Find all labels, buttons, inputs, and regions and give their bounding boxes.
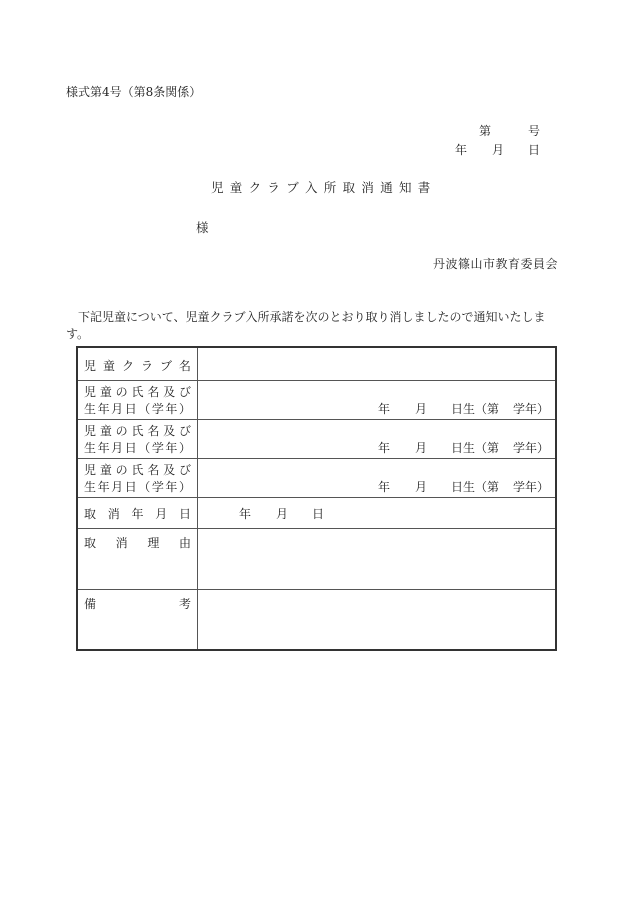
label-char: 年 <box>97 479 110 494</box>
birth-date-fields <box>378 478 549 495</box>
table-row-remarks <box>77 589 556 650</box>
birth-month: 月 <box>414 479 427 494</box>
birth-day: 日生（第 <box>450 401 499 416</box>
cancellation-form-table <box>76 346 557 651</box>
value-cancel-reason[interactable] <box>198 528 557 589</box>
label-char: 月 <box>111 440 124 455</box>
label-child-name-birth <box>77 380 198 419</box>
cancel-year: 年 <box>239 506 252 521</box>
label-club-name <box>77 347 198 380</box>
label-char: 生 <box>84 479 97 494</box>
cancel-month: 月 <box>276 506 289 521</box>
table-row-child-3 <box>77 458 556 497</box>
label-char: 取 <box>84 535 97 550</box>
label-child-name-birth <box>77 419 198 458</box>
table-row-cancel-reason <box>77 528 556 589</box>
label-char: 学 <box>151 479 164 494</box>
birth-day: 日生（第 <box>450 440 499 455</box>
label-char: 年 <box>97 440 110 455</box>
label-char: び <box>178 384 191 399</box>
label-char: ） <box>178 479 191 494</box>
label-char: （ <box>138 440 151 455</box>
label-char: 由 <box>178 535 191 550</box>
label-char: 児 <box>84 384 97 399</box>
table-row-child-1 <box>77 380 556 419</box>
form-number: 様式第4号（第8条関係） <box>66 85 202 99</box>
label-char: 学 <box>151 440 164 455</box>
doc-number-prefix: 第 <box>479 124 492 138</box>
grade: 学年） <box>512 479 549 494</box>
label-char: 年 <box>165 479 178 494</box>
label-char: ラ <box>140 359 153 373</box>
cancel-day: 日 <box>312 506 325 521</box>
issuer-name: 丹波篠山市教育委員会 <box>433 257 559 271</box>
date-month: 月 <box>492 143 505 157</box>
value-remarks[interactable] <box>198 589 557 650</box>
label-char: 児 <box>84 462 97 477</box>
label-char: 名 <box>178 359 191 373</box>
value-child-3[interactable] <box>198 458 557 497</box>
label-char: ク <box>121 359 134 373</box>
label-char: 消 <box>107 506 120 521</box>
label-char: ） <box>178 401 191 416</box>
label-char: 名 <box>147 423 160 438</box>
value-cancel-date[interactable] <box>198 497 557 528</box>
birth-date-fields <box>378 439 549 456</box>
label-char: び <box>178 423 191 438</box>
label-char: 氏 <box>131 423 144 438</box>
label-char: 生 <box>84 401 97 416</box>
addressee-suffix: 様 <box>196 220 209 235</box>
doc-number-suffix: 号 <box>528 124 541 138</box>
birth-month: 月 <box>414 401 427 416</box>
value-child-1[interactable] <box>198 380 557 419</box>
label-char: ブ <box>159 359 172 373</box>
table-row-child-2 <box>77 419 556 458</box>
birth-day: 日生（第 <box>450 479 499 494</box>
birth-year: 年 <box>377 401 390 416</box>
label-char: 名 <box>147 462 160 477</box>
label-char: 童 <box>99 423 112 438</box>
label-char: 児 <box>84 423 97 438</box>
birth-month: 月 <box>414 440 427 455</box>
grade: 学年） <box>512 401 549 416</box>
label-char: び <box>178 462 191 477</box>
label-char: 及 <box>163 384 176 399</box>
label-cancel-date <box>77 497 198 528</box>
label-char: 消 <box>115 535 128 550</box>
cancel-date-fields <box>239 505 324 522</box>
label-char: 年 <box>165 440 178 455</box>
label-remarks <box>77 589 198 650</box>
label-char: 児 <box>84 359 97 373</box>
label-char: 生 <box>84 440 97 455</box>
label-char: 取 <box>84 506 97 521</box>
date-year: 年 <box>455 143 468 157</box>
label-char: 年 <box>131 506 144 521</box>
label-char: 及 <box>163 462 176 477</box>
label-char: （ <box>138 479 151 494</box>
label-char: 備 <box>84 596 97 611</box>
label-char: 考 <box>178 596 191 611</box>
label-char: 童 <box>99 384 112 399</box>
document-title: 児童クラブ入所取消通知書 <box>211 180 437 195</box>
body-text: 下記児童について、児童クラブ入所承諾を次のとおり取り消しましたので通知いたします。 <box>66 310 546 341</box>
label-char: の <box>115 423 128 438</box>
label-char: 年 <box>97 401 110 416</box>
label-char: 名 <box>147 384 160 399</box>
label-char: （ <box>138 401 151 416</box>
label-char: の <box>115 462 128 477</box>
birth-year: 年 <box>377 479 390 494</box>
label-cancel-reason <box>77 528 198 589</box>
label-char: 学 <box>151 401 164 416</box>
label-char: 月 <box>111 479 124 494</box>
label-char: 日 <box>178 506 191 521</box>
label-char: 及 <box>163 423 176 438</box>
label-char: 氏 <box>131 384 144 399</box>
label-char: 日 <box>124 479 137 494</box>
grade: 学年） <box>512 440 549 455</box>
label-char: 日 <box>124 440 137 455</box>
label-char: の <box>115 384 128 399</box>
label-char: 童 <box>99 462 112 477</box>
label-char: 氏 <box>131 462 144 477</box>
value-club-name[interactable] <box>198 347 557 380</box>
value-child-2[interactable] <box>198 419 557 458</box>
label-char: 童 <box>102 359 115 373</box>
label-child-name-birth <box>77 458 198 497</box>
label-char: 月 <box>111 401 124 416</box>
date-day: 日 <box>528 143 541 157</box>
birth-year: 年 <box>377 440 390 455</box>
birth-date-fields <box>378 400 549 417</box>
table-row-cancel-date <box>77 497 556 528</box>
table-row-club-name <box>77 347 556 380</box>
label-char: 理 <box>147 535 160 550</box>
label-char: ） <box>178 440 191 455</box>
label-char: 年 <box>165 401 178 416</box>
label-char: 日 <box>124 401 137 416</box>
label-char: 月 <box>155 506 168 521</box>
